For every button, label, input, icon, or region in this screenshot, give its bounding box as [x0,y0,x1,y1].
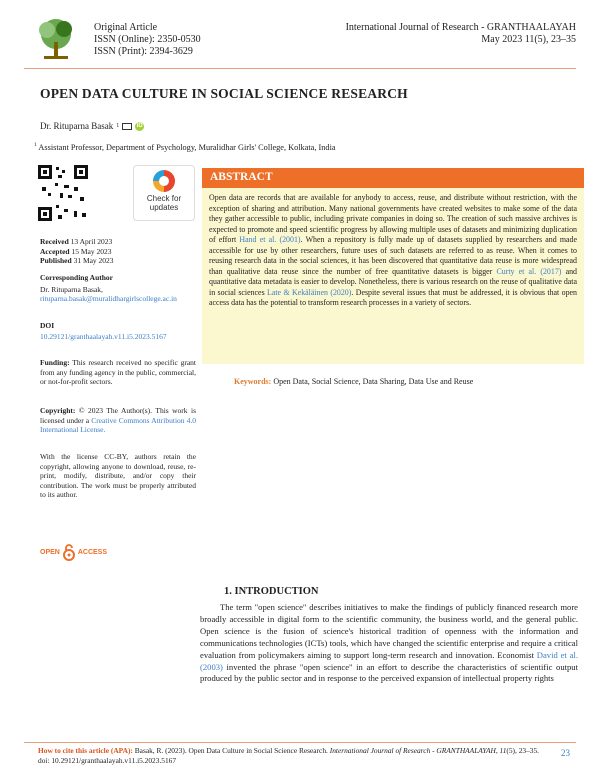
journal-logo [30,14,82,66]
keywords-label: Keywords: [234,377,272,386]
corresponding-block [40,273,196,304]
crossmark-icon [153,170,175,192]
funding-block [40,358,196,387]
keywords [234,377,473,386]
abstract-heading: ABSTRACT [202,168,584,188]
open-access-left: OPEN [40,548,60,556]
dates-block [40,237,196,266]
abstract-body [202,188,584,364]
abstract-text-1: Open data are records that are available for anybody to access, reuse, and distribute without restriction, with the exception of sharing and attribution. Many national governments have created websites to make some of the data they gather accessible to public, including private companies in doing so. The creation of such massive archives is expected to promote and speed scientific progress by allowing multiple uses of datasets and minimizing duplication of effort [209,193,577,244]
received-date: 13 April 2023 [70,237,113,246]
cite-tail: (5), 23–35. doi: 10.29121/granthaalayah.v11.i5.2023.5167 [38,746,540,765]
cite-label: How to cite this article (APA): [38,746,133,755]
published-date: 31 May 2023 [73,256,114,266]
open-access-logo [40,543,107,561]
open-access-right: ACCESS [77,548,108,556]
open-lock-icon [62,543,76,561]
license-link[interactable]: Creative Commons Attribution 4.0 International License. [40,415,196,435]
corresponding-heading: Corresponding Author [40,273,114,282]
doi-label: DOI [40,321,55,330]
cite-journal: International Journal of Research - GRANTHAALAYAH, 11 [329,746,507,755]
citation-footer [38,746,543,766]
doi-link[interactable]: 10.29121/granthaalayah.v11.i5.2023.5167 [40,331,167,341]
abstract-text-3: and quantitative data metadata is easier to develop. Nonetheless, there is various research on the reuse of qualitative data in social sciences [209,266,577,297]
citation-david[interactable]: David et al. (2003) [200,649,578,672]
author-line [40,121,144,131]
funding-text: This research received no specific grant from any funding agency in the public, commercial, or not-for-profit sectors. [40,358,196,387]
abstract-text-2: . When a repository is fully made up of datasets supplied by researchers and made accessible for use by other researchers, future uses of such datasets are referred to as reuse. When it comes to reusing research data in the social sciences, it has been discovered that quantitative data reuse is more widespread than qualitative data reuse since the number of free quantitative datasets is bigger [209,235,577,276]
issn-online: ISSN (Online): 2350-0530 [94,34,201,45]
keywords-text: Open Data, Social Science, Data Sharing, Data Use and Reuse [273,377,474,386]
qr-code [38,165,88,221]
published-label: Published [40,256,72,266]
page-number: 23 [561,748,570,758]
funding-label: Funding: [40,358,70,367]
received-label: Received [40,237,69,246]
citation-curty[interactable]: Curty et al. (2017) [496,266,562,276]
corresponding-name: Dr. Rituparna Basak, [40,284,103,294]
issn-print: ISSN (Print): 2394-3629 [94,46,193,57]
author-sup: 1 [116,123,120,129]
abstract-text-4: . Despite several issues that must be addressed, it is obvious that open access data has the potential to transform research processes in a variety of sectors. [209,287,577,307]
article-title: OPEN DATA CULTURE IN SOCIAL SCIENCE RESEARCH [40,86,408,101]
journal-name: International Journal of Research - GRANTHAALAYAH [345,22,576,33]
section-heading: 1. INTRODUCTION [224,586,319,597]
orcid-icon[interactable]: iD [136,122,143,129]
crossmark-line1: Check for [146,194,182,203]
intro-paragraph [200,602,578,685]
email-icon[interactable] [122,123,132,130]
doi-block [40,321,196,341]
intro-text-1: The term "open science" describes initiatives to make the findings of publicly financed research more broadly accessible in digital form to the scientific community, the business world, and the general public. Open science is the fusion of science's historical tradition of openness with the information and communications technologies (ICTs) tools, which have changed the scientific enterprise and require a critical evaluation from policymakers aiming to support long-term research and innovation. Economist [200,602,578,660]
affiliation [34,142,336,152]
article-type: Original Article [94,22,158,33]
issue-info: May 2023 11(5), 23–35 [481,34,576,45]
header-rule [24,68,576,69]
affiliation-text: Assistant Professor, Department of Psychology, Muralidhar Girls' College, Kolkata, India [38,142,336,152]
intro-text-2: invented the phrase "open science" in an effort to describe the characteristics of scientific output produced by the public sector and in response to the perceived expansion of intellectual property rights [200,661,578,684]
accepted-date: 15 May 2023 [71,246,112,256]
corresponding-email[interactable]: rituparna.basak@muralidhargirlscollege.ac.in [40,294,177,304]
header-left [94,22,201,58]
header-right [346,22,576,46]
copyright-block [40,406,196,435]
license-note: With the license CC-BY, authors retain the copyright, allowing anyone to download, reuse, re-print, modify, distribute, and/or copy their contribution. The work must be properly attributed to its author. [40,452,196,500]
check-for-updates-button[interactable] [133,165,195,221]
citation-late[interactable]: Late & Kekäläinen (2020) [267,287,352,297]
footer-rule [24,742,576,743]
author-name[interactable]: Dr. Rituparna Basak [40,121,114,131]
crossmark-line2: updates [149,203,179,212]
affiliation-sup: 1 [34,142,37,148]
citation-hand[interactable]: Hand et al. (2001) [239,235,301,244]
cite-text: Basak, R. (2023). Open Data Culture in Social Science Research. [134,746,328,755]
copyright-label: Copyright: [40,406,76,415]
copyright-text: © 2023 The Author(s). This work is licensed under a [40,406,197,425]
accepted-label: Accepted [40,246,70,256]
